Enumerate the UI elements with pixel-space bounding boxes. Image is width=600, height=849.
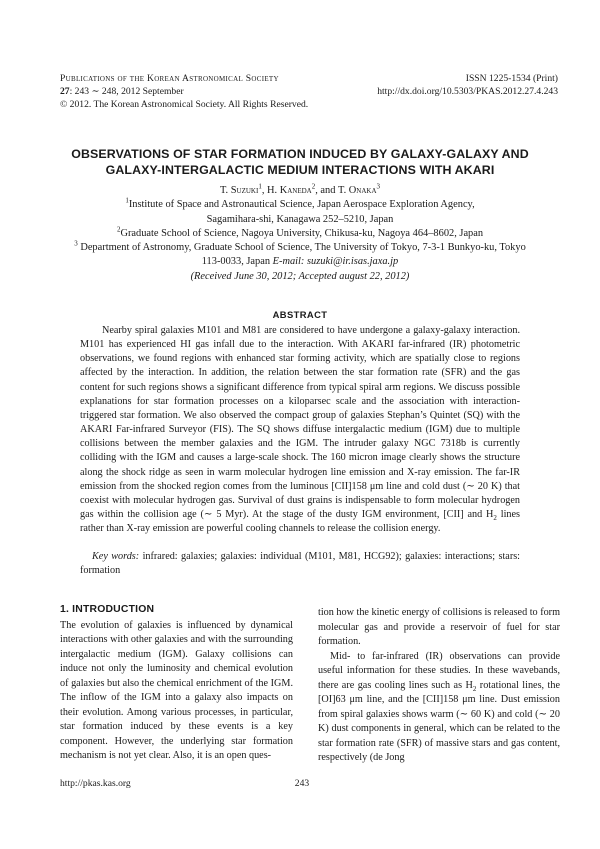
volume-number: 27 [60,86,70,97]
author-separator: , [261,185,268,196]
issn-header [298,72,558,98]
author-1-affil: 1 [258,182,262,191]
paper-title [50,146,550,178]
intro-paragraph-2: Mid- to far-infrared (IR) observations can provide useful information for these studies. In these wavebands, there are gas cooling lines such as $H_2$ rotational lines, the [OI]63 μm line, and the [CII]158 μm line. Dust emission from spiral galaxies shows warm (∼ 60 K) and cold (∼ 20 K) dust components in general, which can be related to the star formation rate (SFR) of massive stars and gas content, respectively (de Jong [318,650,560,763]
section-heading-introduction: 1. INTRODUCTION [60,604,155,615]
affiliation-2: $^2$Graduate School of Science, Nagoya University, Chikusa-ku, Nagoya 464–8602, Japan [116,225,484,239]
doi-link[interactable]: http://dx.doi.org/10.5303/PKAS.2012.27.4.243 [377,86,558,97]
copyright-notice: © 2012. The Korean Astronomical Society. All Rights Reserved. [60,99,309,110]
footer-url[interactable]: http://pkas.kas.org [60,778,131,789]
title-line-1: OBSERVATIONS OF STAR FORMATION INDUCED BY GALAXY-GALAXY AND [71,147,529,161]
issn: ISSN 1225-1534 (Print) [465,73,558,84]
keywords [80,550,520,578]
journal-name: Publications of the Korean Astronomical Society [60,73,279,84]
affiliation-1: $^1$Institute of Space and Astronautical Science, Japan Aerospace Exploration Agency, [125,196,475,211]
author-2: H. Kaneda [267,185,312,196]
page-number: 243 [294,778,310,789]
keywords-label: Key words: [92,551,140,562]
author-2-affil: 2 [311,182,316,191]
right-column [318,606,560,766]
left-column [60,603,293,764]
author-separator: , and [315,185,339,196]
page-range: : 243 ∼ 248, 2012 September [69,86,184,97]
keywords-text: infrared: galaxies; galaxies: individual (M101, M81, HCG92); galaxies: interactions; stars: formation [80,551,521,577]
intro-paragraph-1: The evolution of galaxies is influenced by dynamical interactions with other galaxies and with the surrounding intergalactic medium (IGM). Galaxy collisions can induce not only the luminosity and chemical evolution of galaxies but also the chemical enrichment of the IGM. The inflow of the IGM into a galaxy also impacts on their evolution. Among various processes, in particular, star formation induced by these events is a key component. However, the underlying star formation mechanism is not yet clear. Also, it is an open ques- [60,619,293,761]
author-block [50,184,550,284]
author-3-affil: 3 [376,182,381,191]
author-1: T. Suzuki [219,185,259,196]
abstract-body: Nearby spiral galaxies M101 and M81 are considered to have undergone a galaxy-galaxy interaction. M101 has experienced HI gas infall due to the interaction. With AKARI far-infrared (IR) photometric observations, we found regions with enhanced star forming activity, which are spatially close to regions affected by the interaction. In addition, the relation between the star formation rate (SFR) and the gas content for such regions shows a significant difference from typical spiral arm regions. We discuss possible explanations for star formation processes on a kiloparsec scale and the association with interaction-triggered star formation. We also observed the compact group of galaxies Stephan’s Quintet (SQ) with the AKARI Far-infrared Surveyor (FIS). The SQ shows diffuse intergalactic medium (IGM) due to multiple collisions between the member galaxies and the IGM. The intruder galaxy NGC 7318b is currently colliding with the IGM and causes a large-scale shock. The 160 micron image clearly shows the structure along the shock ridge as seen in warm molecular hydrogen line emission and X-ray emission. The far-IR emission from the shocked region comes from the luminous [CII]158 μm line and cold dust (∼ 20 K) that coexist with molecular hydrogen gas. Survival of dust grains is indispensable to form molecular hydrogen gas within the collision age (∼ 5 Myr). At the stage of the dusty IGM environment, [CII] and $H_2$ lines rather than X-ray emission are powerful cooling channels to release the collision energy. [80,325,520,535]
title-line-2: GALAXY-INTERGALACTIC MEDIUM INTERACTIONS WITH AKARI [105,163,495,177]
author-3: T. Onaka [338,185,377,196]
received-dates: (Received June 30, 2012; Accepted august 22, 2012) [190,270,410,282]
abstract-heading: ABSTRACT [272,309,328,320]
affiliation-3-cont: 113-0033, Japan E-mail: suzuki@ir.isas.jaxa.jp [201,256,399,268]
affiliation-1-cont: Sagamihara-shi, Kanagawa 252–5210, Japan [206,213,394,225]
email[interactable]: E-mail: suzuki@ir.isas.jaxa.jp [272,256,399,268]
intro-paragraph-1-cont: tion how the kinetic energy of collisions is released to form molecular gas and provide a reservoir of fuel for star formation. [318,607,560,647]
affiliation-3: $^3$ Department of Astronomy, Graduate School of Science, The University of Tokyo, 7-3-1 Bunkyo-ku, Tokyo [74,239,526,254]
